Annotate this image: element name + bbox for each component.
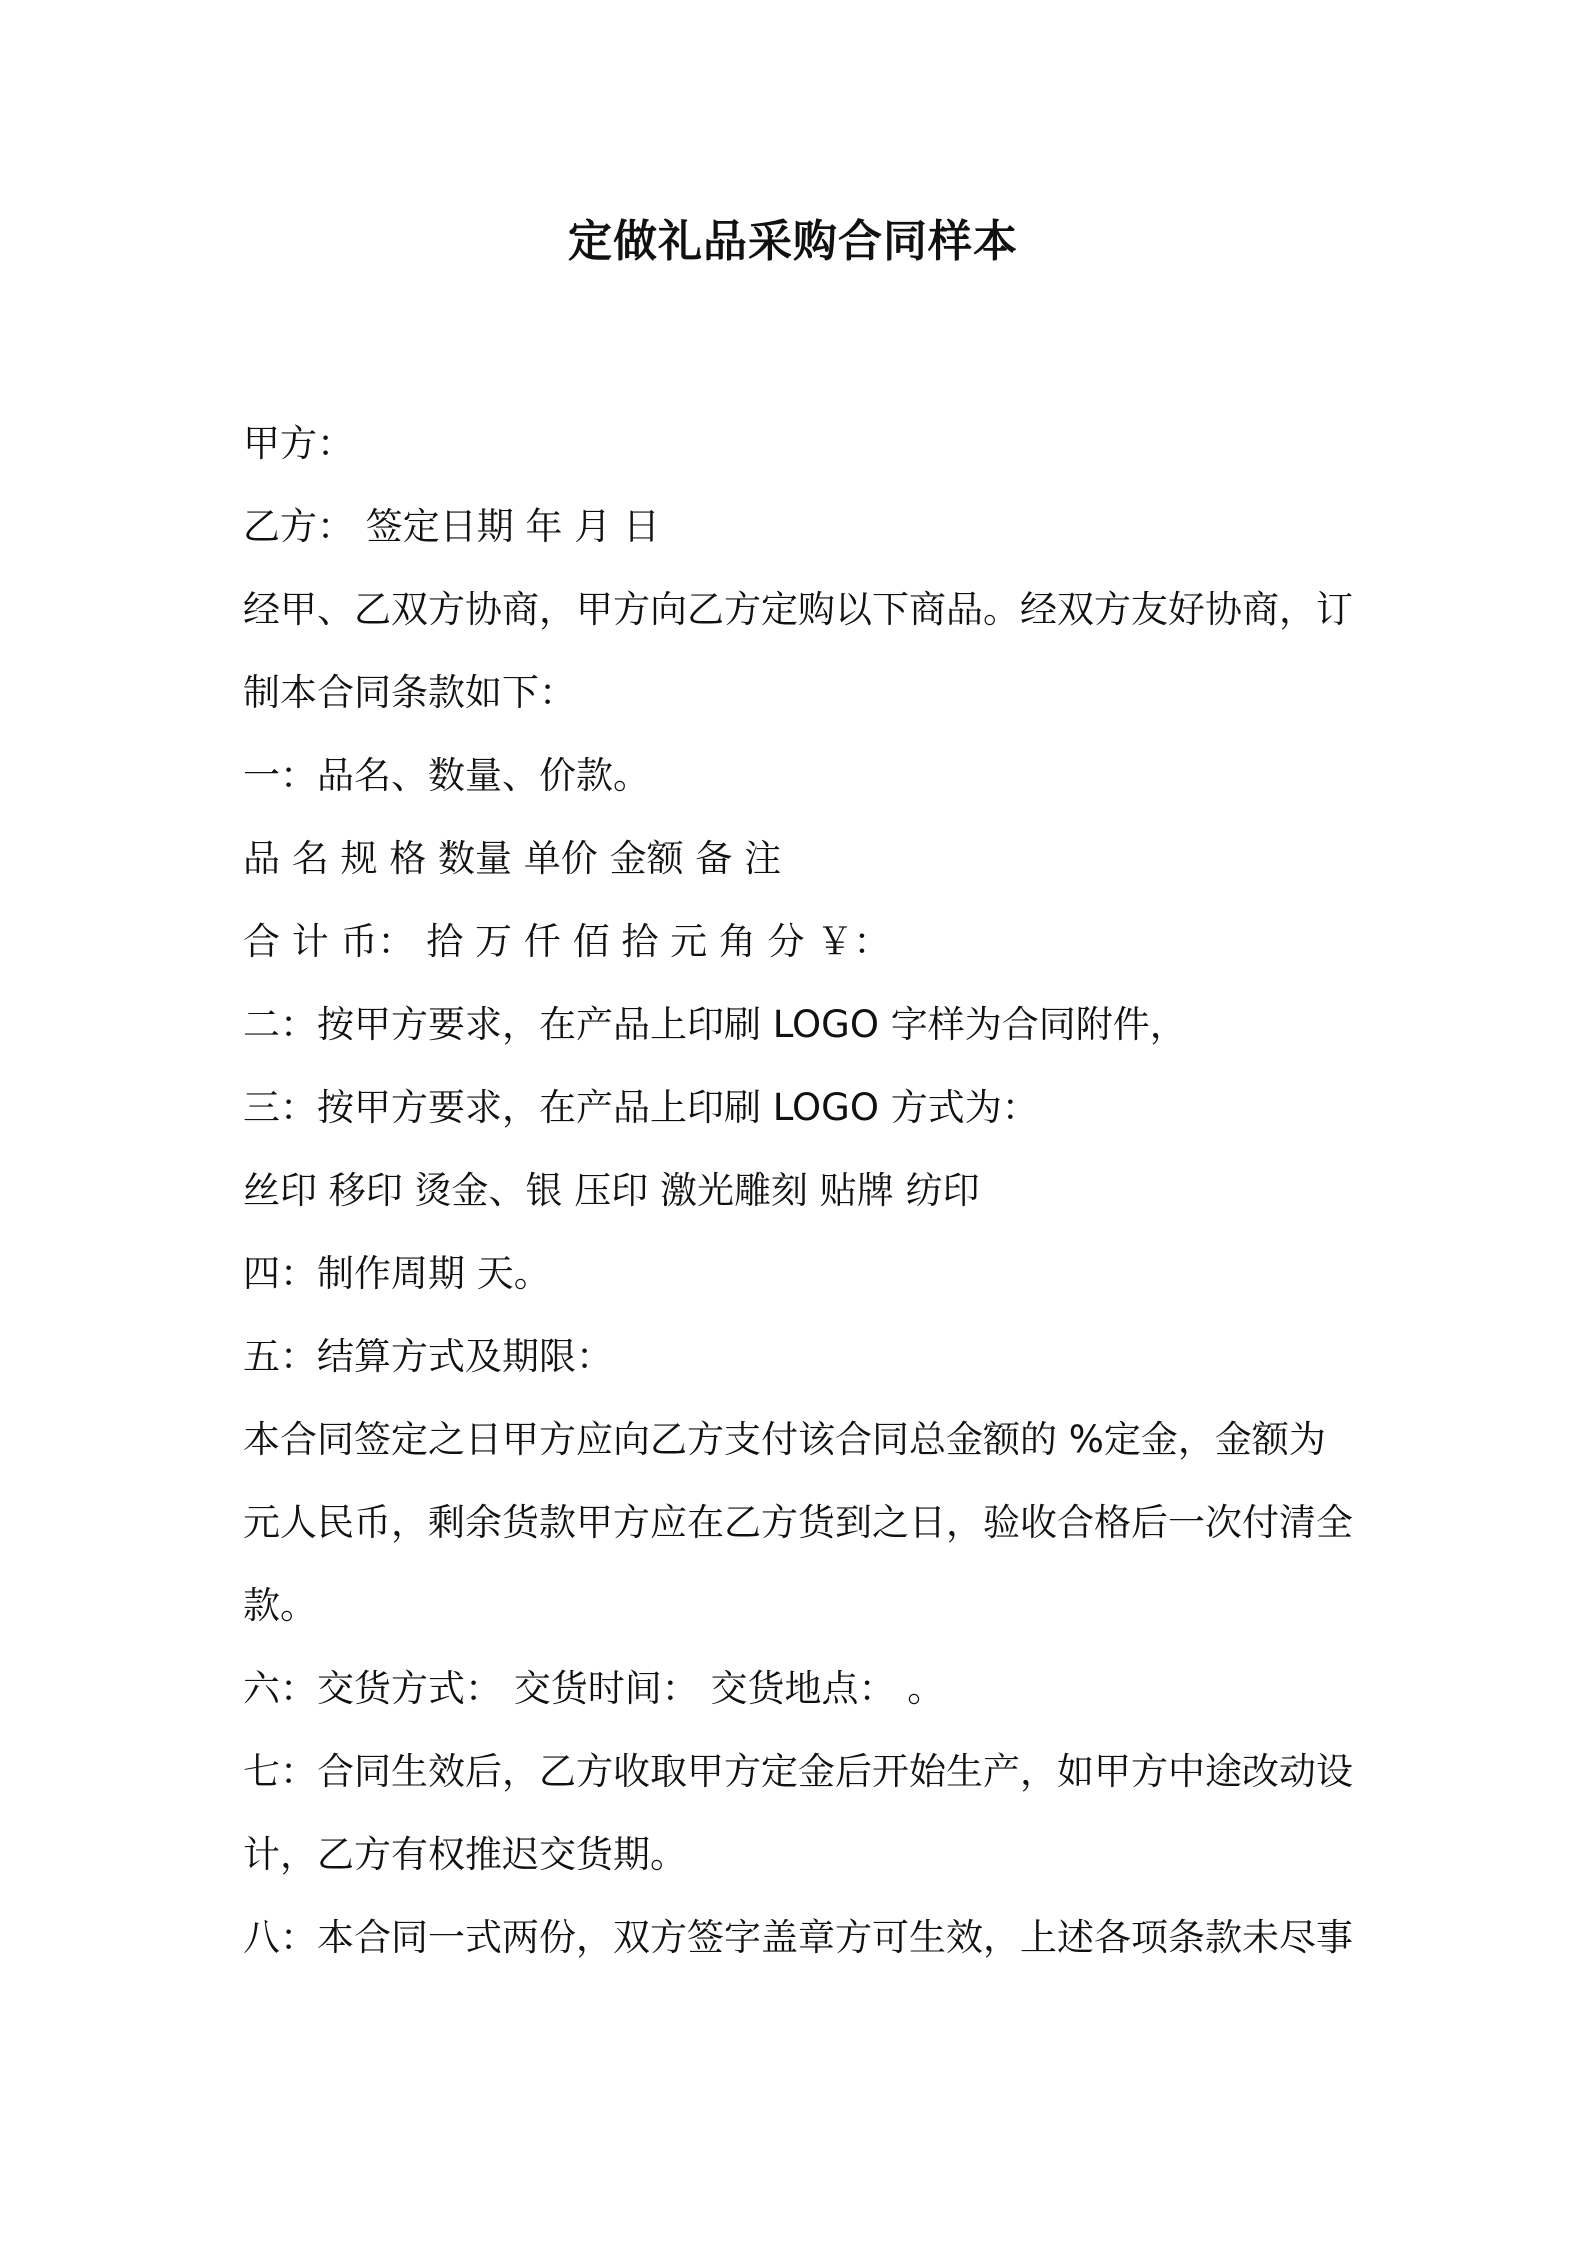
- party-a-line: 甲方：: [243, 422, 354, 465]
- total-amount-line: 合 计 币： 拾 万 仟 佰 拾 元 角 分 ￥：: [243, 920, 891, 963]
- document-title: 定做礼品采购合同样本: [568, 216, 1018, 267]
- clause-5-heading: 五：结算方式及期限：: [243, 1335, 613, 1378]
- document-body: [243, 402, 1363, 1979]
- product-table-header: 品 名 规 格 数量 单价 金额 备 注: [243, 837, 782, 880]
- clause-1-heading: 一：品名、数量、价款。: [243, 754, 650, 797]
- party-b-date-line: 乙方： 签定日期 年 月 日: [243, 505, 661, 548]
- payment-paragraph-line-1: 本合同签定之日甲方应向乙方支付该合同总金额的 %定金，金额为: [243, 1418, 1326, 1461]
- printing-methods-line: 丝印 移印 烫金、银 压印 激光雕刻 贴牌 纺印: [243, 1169, 980, 1212]
- clause-6-text: 六：交货方式： 交货时间： 交货地点： 。: [243, 1667, 945, 1710]
- clause-3-text: 三：按甲方要求，在产品上印刷 LOGO 方式为：: [243, 1086, 1039, 1129]
- payment-paragraph-line-3: 款。: [243, 1584, 317, 1627]
- clause-2-text: 二：按甲方要求，在产品上印刷 LOGO 字样为合同附件，: [243, 1003, 1187, 1046]
- payment-paragraph-line-2: 元人民币，剩余货款甲方应在乙方货到之日，验收合格后一次付清全: [243, 1501, 1353, 1544]
- clause-7-line-2: 计，乙方有权推迟交货期。: [243, 1833, 687, 1876]
- intro-paragraph-line-1: 经甲、乙双方协商，甲方向乙方定购以下商品。经双方友好协商，订: [243, 588, 1353, 631]
- clause-7-line-1: 七：合同生效后，乙方收取甲方定金后开始生产，如甲方中途改动设: [243, 1750, 1353, 1793]
- clause-4-text: 四：制作周期 天。: [243, 1252, 551, 1295]
- clause-8-line-1: 八：本合同一式两份，双方签字盖章方可生效，上述各项条款未尽事: [243, 1916, 1353, 1959]
- intro-paragraph-line-2: 制本合同条款如下：: [243, 671, 576, 714]
